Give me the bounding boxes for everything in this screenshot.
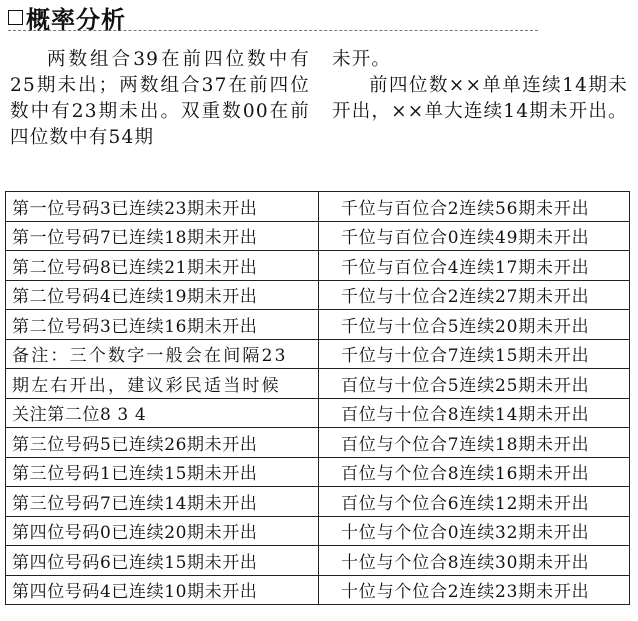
table-cell-left: 第二位号码8已连续21期未开出	[6, 251, 319, 281]
table-row	[6, 398, 630, 428]
analysis-paragraph-left: 两数组合39在前四位数中有25期未出；两数组合37在前四位数中有23期未出。双重数00在前四位数中有54期	[10, 49, 310, 148]
table-cell-right: 百位与个位合7连续18期未开出	[319, 428, 630, 458]
analysis-paragraph-right-continuation: 未开。	[332, 49, 392, 70]
section-title: 概率分析	[26, 5, 126, 34]
table-row	[6, 339, 630, 369]
table-row	[6, 575, 630, 605]
table-cell-right: 十位与个位合8连续30期未开出	[319, 546, 630, 576]
table-row	[6, 192, 630, 222]
table-cell-left: 第四位号码0已连续20期未开出	[6, 516, 319, 546]
table-row	[6, 487, 630, 517]
table-cell-left: 第三位号码7已连续14期未开出	[6, 487, 319, 517]
table-cell-right: 百位与十位合5连续25期未开出	[319, 369, 630, 399]
table-row	[6, 428, 630, 458]
table-cell-left: 第四位号码6已连续15期未开出	[6, 546, 319, 576]
table-row	[6, 310, 630, 340]
table-cell-right: 十位与个位合0连续32期未开出	[319, 516, 630, 546]
table-cell-right: 千位与十位合2连续27期未开出	[319, 280, 630, 310]
table-cell-left: 期左右开出，建议彩民适当时候	[6, 369, 319, 399]
table-cell-left: 第三位号码1已连续15期未开出	[6, 457, 319, 487]
table-row	[6, 369, 630, 399]
table-cell-left: 第二位号码3已连续16期未开出	[6, 310, 319, 340]
table-row	[6, 251, 630, 281]
table-row	[6, 280, 630, 310]
table-cell-right: 百位与个位合6连续12期未开出	[319, 487, 630, 517]
table-row	[6, 546, 630, 576]
table-cell-right: 千位与百位合0连续49期未开出	[319, 221, 630, 251]
table-cell-right: 十位与个位合2连续23期未开出	[319, 575, 630, 605]
table-cell-left: 第三位号码5已连续26期未开出	[6, 428, 319, 458]
table-cell-right: 百位与十位合8连续14期未开出	[319, 398, 630, 428]
table-cell-left: 备注：三个数字一般会在间隔23	[6, 339, 319, 369]
table-row	[6, 221, 630, 251]
table-cell-right: 千位与十位合7连续15期未开出	[319, 339, 630, 369]
analysis-paragraph-right: 前四位数××单单连续14期未开出，××单大连续14期未开出。	[332, 75, 628, 122]
square-icon	[8, 10, 23, 25]
table-cell-right: 千位与百位合4连续17期未开出	[319, 251, 630, 281]
table-cell-right: 百位与个位合8连续16期未开出	[319, 457, 630, 487]
table-cell-right: 千位与百位合2连续56期未开出	[319, 192, 630, 222]
section-header	[8, 4, 538, 34]
table-cell-left: 第四位号码4已连续10期未开出	[6, 575, 319, 605]
table-cell-left: 第一位号码7已连续18期未开出	[6, 221, 319, 251]
missing-numbers-table	[5, 191, 630, 605]
table-cell-left: 第一位号码3已连续23期未开出	[6, 192, 319, 222]
table-cell-left: 第二位号码4已连续19期未开出	[6, 280, 319, 310]
table-row	[6, 516, 630, 546]
table-row	[6, 457, 630, 487]
table-cell-right: 千位与十位合5连续20期未开出	[319, 310, 630, 340]
table-cell-left: 关注第二位8 3 4	[6, 398, 319, 428]
